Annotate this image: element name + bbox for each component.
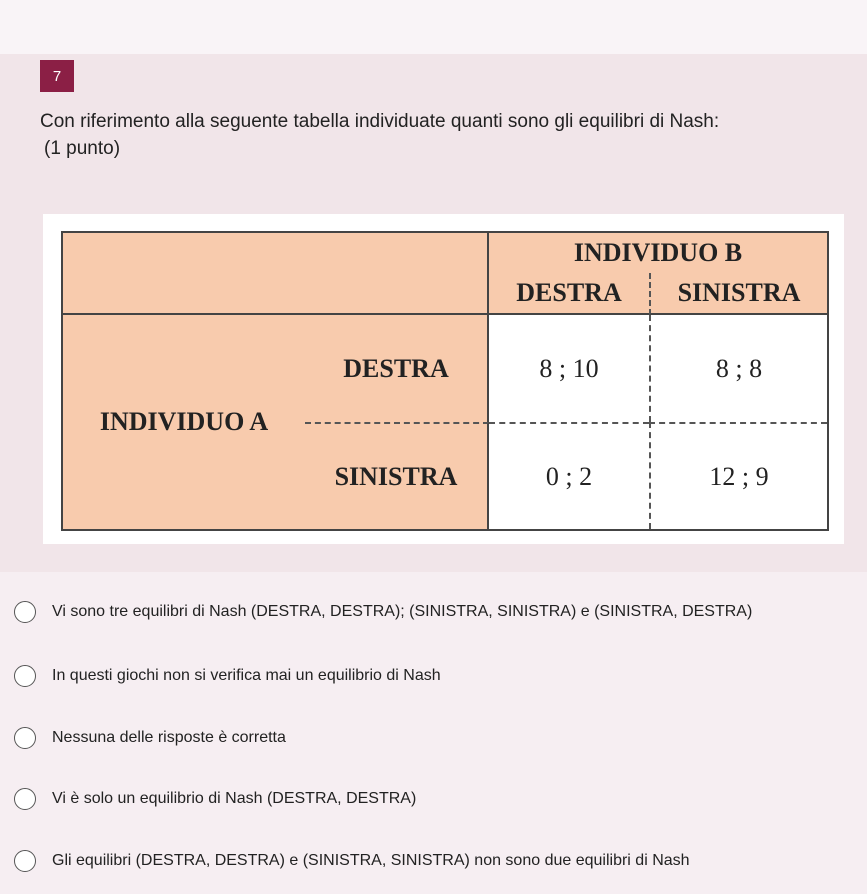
col-header-destra: DESTRA (487, 273, 649, 315)
col-header-sinistra: SINISTRA (649, 273, 829, 315)
payoff-sinistra-sinistra: 12 ; 9 (649, 422, 827, 529)
row-header-sinistra: SINISTRA (305, 422, 489, 531)
payoff-destra-destra: 8 ; 10 (489, 315, 649, 422)
option-label: Nessuna delle risposte è corretta (52, 729, 286, 746)
option-label: Vi sono tre equilibri di Nash (DESTRA, DESTRA); (SINISTRA, SINISTRA) e (SINISTRA, DESTRA) (52, 603, 753, 620)
question-text: Con riferimento alla seguente tabella individuate quanti sono gli equilibri di Nash: (40, 111, 720, 132)
option-label: Gli equilibri (DESTRA, DESTRA) e (SINISTRA, SINISTRA) non sono due equilibri di Nash (52, 852, 690, 869)
option-label: In questi giochi non si verifica mai un equilibrio di Nash (52, 667, 441, 684)
option-1[interactable] (14, 601, 752, 623)
player-a-header: INDIVIDUO A (61, 313, 307, 531)
option-label: Vi è solo un equilibrio di Nash (DESTRA, DESTRA) (52, 790, 417, 807)
row-header-destra: DESTRA (305, 313, 489, 423)
radio-button[interactable] (14, 850, 36, 872)
radio-button[interactable] (14, 788, 36, 810)
option-4[interactable] (14, 788, 416, 810)
table-corner (61, 231, 489, 315)
option-3[interactable] (14, 727, 286, 749)
question-points: (1 punto) (44, 138, 121, 159)
payoff-sinistra-destra: 0 ; 2 (489, 422, 649, 529)
option-2[interactable] (14, 665, 441, 687)
payoff-destra-sinistra: 8 ; 8 (649, 315, 827, 422)
radio-button[interactable] (14, 601, 36, 623)
radio-button[interactable] (14, 665, 36, 687)
payoff-table-image (43, 214, 844, 544)
player-b-header: INDIVIDUO B (487, 231, 829, 275)
question-number-badge: 7 (40, 60, 74, 92)
radio-button[interactable] (14, 727, 36, 749)
option-5[interactable] (14, 850, 690, 872)
top-band (0, 0, 867, 54)
